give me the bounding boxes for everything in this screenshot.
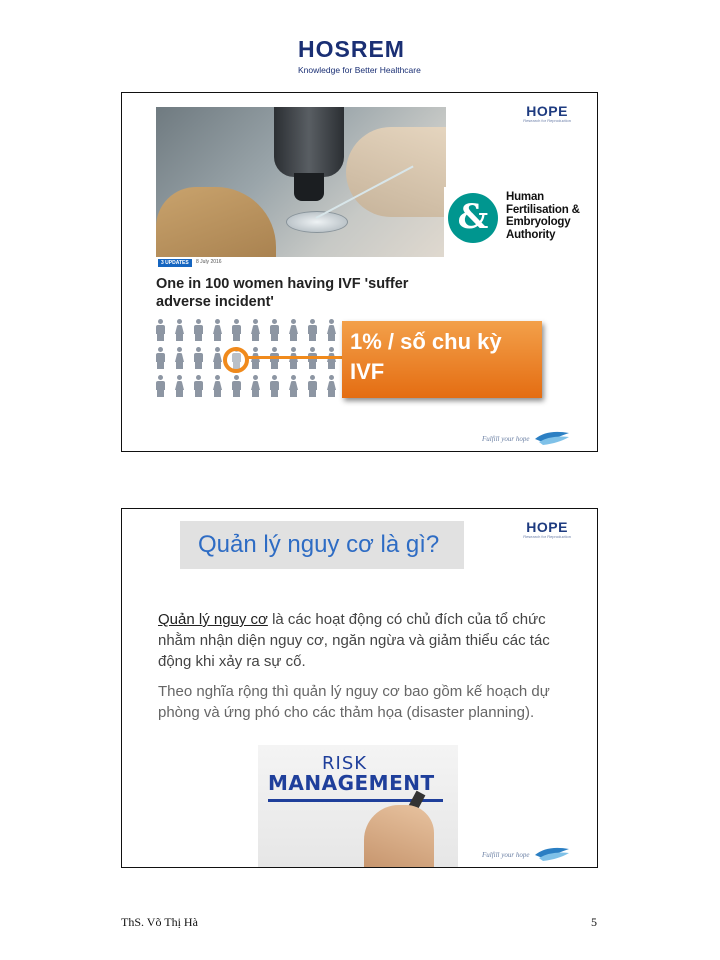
callout-line-1: 1% / số chu kỳ bbox=[350, 329, 502, 354]
wave-logo-icon bbox=[533, 845, 571, 861]
person-icon bbox=[270, 319, 279, 341]
headline-line-1: One in 100 women having IVF 'suffer bbox=[156, 276, 409, 292]
slide-1 bbox=[121, 92, 598, 452]
person-icon bbox=[232, 375, 241, 397]
image-text-risk: RISK bbox=[322, 753, 368, 774]
person-icon bbox=[175, 319, 184, 341]
hfea-logo bbox=[444, 187, 594, 259]
defined-term: Quản lý nguy cơ bbox=[158, 611, 268, 628]
person-icon bbox=[194, 375, 203, 397]
broad-meaning-paragraph: Theo nghĩa rộng thì quản lý nguy cơ bao gồm kế hoạch dự phòng và ứng phó cho các thảm họa (disaster planning). bbox=[158, 683, 550, 721]
person-icon bbox=[308, 319, 317, 341]
hope-logo-sub: Research for Reproduction bbox=[523, 118, 571, 123]
hope-logo-text: HOPE bbox=[526, 519, 568, 535]
person-icon bbox=[289, 375, 298, 397]
hfea-line: Authority bbox=[506, 228, 556, 241]
definition-paragraph bbox=[158, 609, 558, 672]
person-icon bbox=[156, 319, 165, 341]
person-icon bbox=[213, 347, 222, 369]
callout-connector-line bbox=[247, 356, 343, 359]
microscope-lens bbox=[294, 173, 324, 201]
article-tag-bar bbox=[156, 257, 446, 271]
ivf-lab-photo bbox=[156, 107, 446, 257]
article-headline bbox=[156, 275, 456, 311]
hfea-line: Embryology bbox=[506, 216, 571, 228]
people-pictogram-grid bbox=[156, 319, 356, 404]
title-banner bbox=[180, 521, 464, 569]
person-icon bbox=[175, 375, 184, 397]
callout-line-2: IVF bbox=[350, 359, 385, 384]
slide-title: Quản lý nguy cơ là gì? bbox=[198, 531, 440, 558]
hfea-ampersand-icon: & bbox=[448, 193, 498, 243]
hope-logo bbox=[523, 519, 571, 539]
callout-box bbox=[342, 321, 542, 398]
hope-logo-text: HOPE bbox=[526, 103, 568, 119]
hosrem-logo bbox=[0, 34, 720, 78]
person-icon bbox=[213, 319, 222, 341]
definition-text: là các hoạt động có chủ đích của tổ chức nhằm nhận diện nguy cơ, ngăn ngừa và giảm thiểu các tác động khi xảy ra sự cố. bbox=[158, 611, 550, 670]
person-icon bbox=[156, 375, 165, 397]
risk-management-image bbox=[258, 745, 458, 868]
person-icon bbox=[175, 347, 184, 369]
person-icon bbox=[327, 375, 336, 397]
person-icon bbox=[156, 347, 165, 369]
slide-footer-tagline: Fulfill your hope bbox=[482, 435, 530, 443]
writing-hand bbox=[364, 805, 434, 868]
highlighted-person-circle bbox=[223, 347, 249, 373]
gloved-hand-left bbox=[156, 187, 276, 257]
hosrem-logo-text: HOSREM bbox=[298, 36, 405, 62]
person-icon bbox=[308, 375, 317, 397]
updates-badge: 3 UPDATES bbox=[158, 259, 192, 267]
person-icon bbox=[251, 375, 260, 397]
hfea-line: Fertilisation & bbox=[506, 203, 580, 216]
person-icon bbox=[270, 375, 279, 397]
slide-footer-tagline: Fulfill your hope bbox=[482, 851, 530, 859]
person-icon bbox=[251, 319, 260, 341]
microscope-shape bbox=[274, 107, 344, 177]
author-name: ThS. Võ Thị Hà bbox=[121, 915, 198, 929]
image-text-management: MANAGEMENT bbox=[268, 771, 435, 795]
slide-2 bbox=[121, 508, 598, 868]
hfea-line: Human bbox=[506, 191, 544, 203]
hope-logo bbox=[523, 103, 571, 123]
person-icon bbox=[289, 319, 298, 341]
person-icon bbox=[327, 319, 336, 341]
petri-dish bbox=[286, 211, 348, 233]
article-date: 8 July 2016 bbox=[196, 259, 222, 265]
person-icon bbox=[194, 347, 203, 369]
hfea-name bbox=[506, 191, 580, 241]
hosrem-tagline: Knowledge for Better Healthcare bbox=[298, 65, 421, 75]
headline-line-2: adverse incident' bbox=[156, 294, 274, 310]
page-number: 5 bbox=[591, 915, 597, 929]
person-icon bbox=[232, 319, 241, 341]
person-icon bbox=[194, 319, 203, 341]
gloved-hand-right bbox=[346, 127, 446, 217]
hope-logo-sub: Research for Reproduction bbox=[523, 534, 571, 539]
person-icon bbox=[213, 375, 222, 397]
wave-logo-icon bbox=[533, 429, 571, 445]
